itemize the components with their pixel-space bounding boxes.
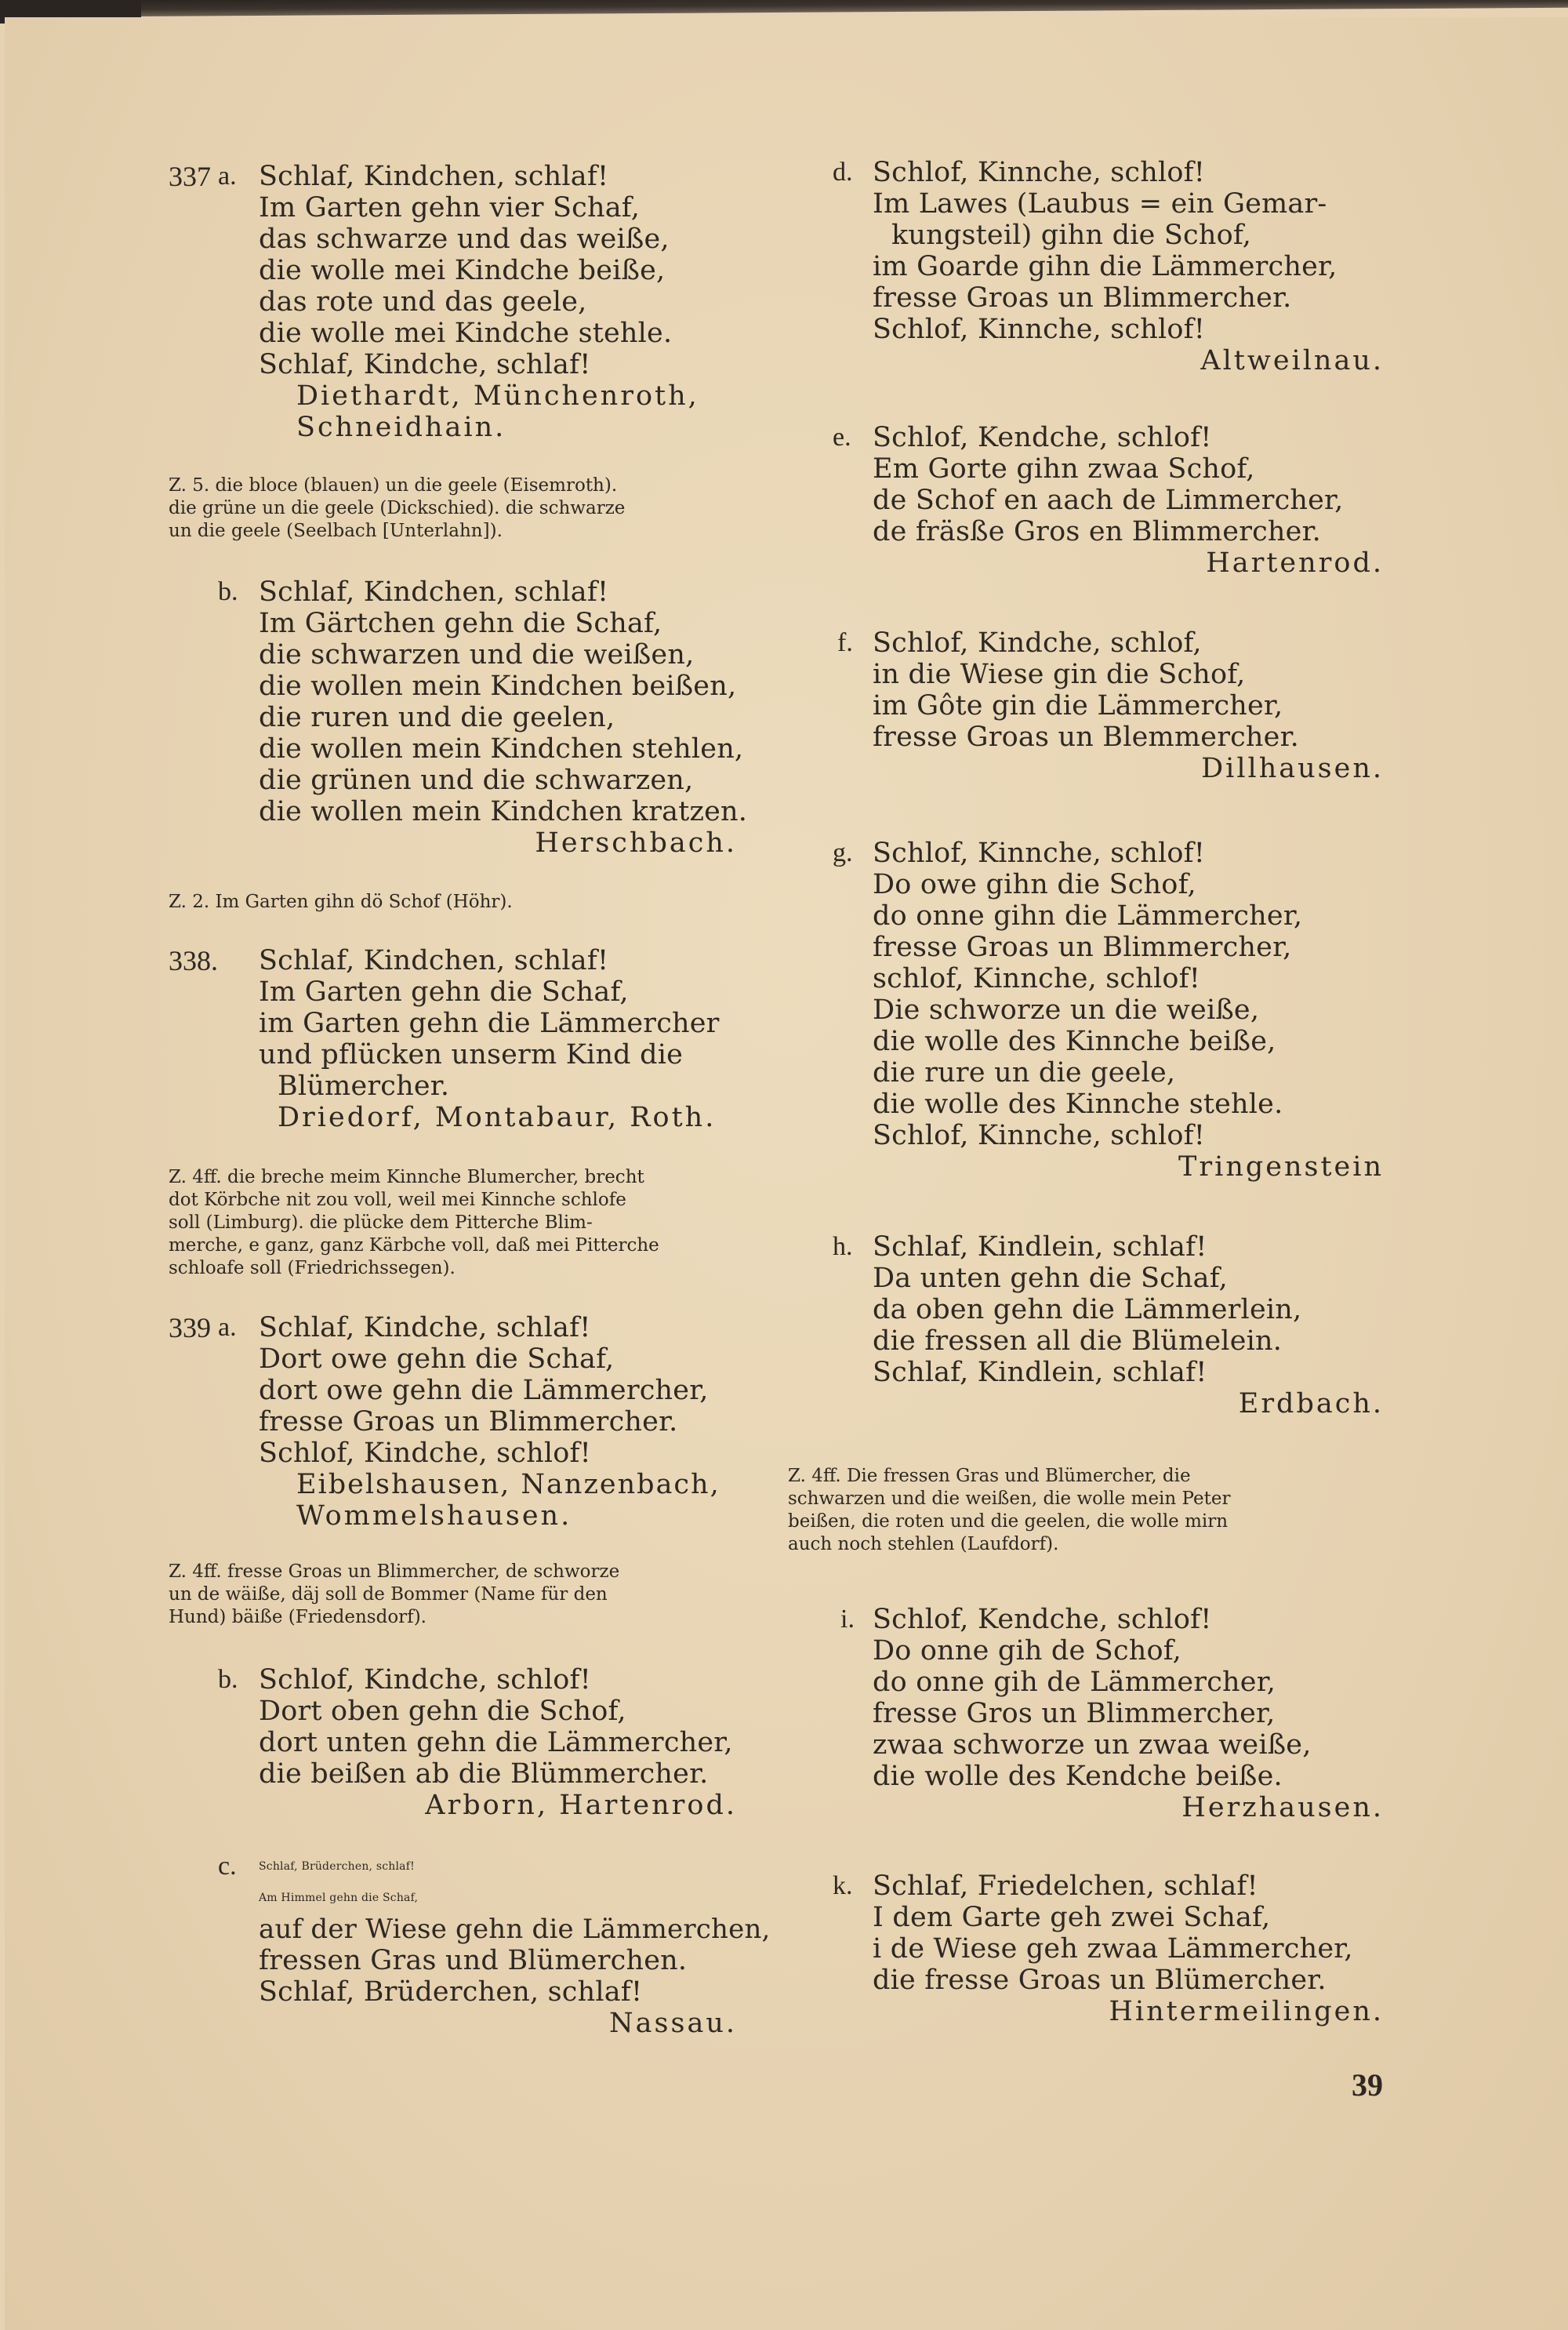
- verse-line: fresse Groas un Blemmercher.: [873, 722, 1299, 753]
- verse-line: de Schof en aach de Limmercher,: [873, 485, 1344, 516]
- verse-line: die wolle mei Kindche stehle.: [259, 318, 673, 349]
- footnote-line: beißen, die roten und die geelen, die wolle mirn: [788, 1511, 1229, 1532]
- verse: [259, 1851, 771, 2008]
- place-name: Dillhausen.: [1201, 753, 1384, 784]
- footnote-line: un die geele (Seelbach [Unterlahn]).: [169, 521, 503, 541]
- verse-line: Schlaf, Brüderchen, schlaf!: [259, 1860, 415, 1873]
- verse-line: do onne gih de Lämmercher,: [873, 1667, 1276, 1698]
- verse-line: Schlof, Kinnche, schlof!: [873, 1120, 1206, 1151]
- verse-line: schlof, Kinnche, schlof!: [873, 963, 1201, 994]
- verse-line: do onne gihn die Lämmercher,: [873, 900, 1303, 932]
- verse-line: fresse Groas un Blimmercher.: [873, 282, 1292, 314]
- footnote-line: Z. 4ff. fresse Groas un Blimmercher, de schworze: [169, 1561, 620, 1582]
- verse: [873, 422, 1343, 547]
- verse-line: Schlof, Kinnche, schlof!: [873, 157, 1206, 188]
- place-name: Eibelshausen, Nanzenbach,: [296, 1469, 720, 1500]
- verse-line: die ruren und die geelen,: [259, 702, 615, 733]
- verse-line: die wollen mein Kindchen stehlen,: [259, 733, 744, 765]
- verse-line: i de Wiese geh zwaa Lämmercher,: [873, 1933, 1353, 1965]
- verse: [259, 1312, 720, 1532]
- verse-line: Schlaf, Kindchen, schlaf!: [259, 945, 609, 976]
- footnote-line: merche, e ganz, ganz Kärbche voll, daß mei Pitterche: [169, 1235, 659, 1256]
- verse-line: und pflücken unserm Kind die: [259, 1039, 684, 1070]
- verse-line: zwaa schworze un zwaa weiße,: [873, 1729, 1312, 1761]
- verse-line: Schlof, Kinnche, schlof!: [873, 314, 1206, 345]
- verse-line: Schlof, Kindche, schlof!: [259, 1438, 591, 1469]
- verse-line: im Goarde gihn die Lämmercher,: [873, 251, 1338, 282]
- verse-line: Schlof, Kindche, schlof!: [259, 1664, 591, 1696]
- verse-line: Im Garten gehn vier Schaf,: [259, 192, 641, 224]
- book-edge: [0, 0, 1568, 17]
- verse-line: das schwarze und das weiße,: [259, 224, 670, 255]
- footnote-line: Z. 4ff. die breche meim Kinnche Blumercher, brecht: [169, 1167, 644, 1187]
- place-name: Wommelshausen.: [296, 1500, 572, 1532]
- verse: [873, 627, 1299, 753]
- place-name: Tringenstein: [1178, 1151, 1384, 1183]
- verse-line: Blümercher.: [278, 1070, 450, 1102]
- verse-line: die wolle des Kinnche beiße,: [873, 1026, 1276, 1057]
- place-name: Driedorf, Montabaur, Roth.: [278, 1102, 717, 1133]
- place-name: Altweilnau.: [1200, 345, 1384, 376]
- verse-line: Schlof, Kindche, schlof,: [873, 627, 1202, 659]
- verse-line: kungsteil) gihn die Schof,: [891, 220, 1252, 251]
- verse: [873, 1870, 1353, 1996]
- variant-letter: b.: [218, 577, 238, 606]
- song-number: 337: [169, 161, 211, 192]
- verse: [873, 1231, 1301, 1388]
- verse-line: fresse Groas un Blimmercher,: [873, 932, 1292, 963]
- footnote-line: die grüne un die geele (Dickschied). die schwarze: [169, 498, 626, 518]
- verse-line: im Gôte gin die Lämmercher,: [873, 690, 1283, 722]
- verse-line: de fräsße Gros en Blimmercher.: [873, 516, 1321, 547]
- footnote-line: schloafe soll (Friedrichssegen).: [169, 1258, 456, 1278]
- verse-line: Die schworze un die weiße,: [873, 994, 1260, 1026]
- place-name: Hartenrod.: [1206, 547, 1384, 579]
- variant-letter: i.: [840, 1605, 855, 1634]
- verse-line: die wolle mei Kindche beiße,: [259, 255, 666, 286]
- footnote-line: Z. 4ff. Die fressen Gras und Blümercher, die: [788, 1466, 1191, 1486]
- place-name: Arborn, Hartenrod.: [425, 1790, 737, 1821]
- verse-line: die wollen mein Kindchen beißen,: [259, 671, 737, 702]
- verse-line: das rote und das geele,: [259, 286, 587, 318]
- song-number: 339: [169, 1312, 211, 1343]
- place-name: Diethardt, Münchenroth,: [296, 380, 699, 412]
- place-name: Herschbach.: [535, 827, 737, 859]
- verse-line: die grünen und die schwarzen,: [259, 765, 694, 796]
- verse-line: die wollen mein Kindchen kratzen.: [259, 796, 748, 827]
- verse-line: Da unten gehn die Schaf,: [873, 1263, 1228, 1294]
- verse-line: auf der Wiese gehn die Lämmerchen,: [259, 1914, 771, 1945]
- verse-line: Dort oben gehn die Schof,: [259, 1696, 626, 1727]
- song-number: 338.: [169, 945, 218, 976]
- verse-line: Schlaf, Kindche, schlaf!: [259, 1312, 591, 1343]
- verse-line: Schlaf, Kindlein, schlaf!: [873, 1357, 1207, 1388]
- verse-line: dort owe gehn die Lämmercher,: [259, 1375, 709, 1406]
- footnote-line: dot Körbche nit zou voll, weil mei Kinnche schlofe: [169, 1190, 626, 1210]
- variant-letter: g.: [833, 838, 853, 867]
- place-name: Schneidhain.: [296, 412, 506, 443]
- verse-line: die fresse Groas un Blümercher.: [873, 1965, 1327, 1996]
- variant-letter: f.: [837, 628, 853, 657]
- verse-line: in die Wiese gin die Schof,: [873, 659, 1246, 690]
- footnote-line: auch noch stehlen (Laufdorf).: [788, 1534, 1059, 1554]
- footnote: [788, 1465, 1364, 1556]
- place-name: Nassau.: [609, 2008, 737, 2039]
- footnote: [169, 1166, 749, 1280]
- verse-line: die wolle des Kinnche stehle.: [873, 1089, 1283, 1120]
- verse-line: Schlof, Kinnche, schlof!: [873, 838, 1206, 869]
- verse-line: Im Lawes (Laubus = ein Gemar-: [873, 188, 1327, 220]
- verse-line: Schlof, Kendche, schlof!: [873, 422, 1212, 453]
- variant-letter: b.: [218, 1665, 238, 1694]
- verse: [259, 161, 699, 443]
- verse-line: Im Gärtchen gehn die Schaf,: [259, 608, 662, 639]
- footnote: [169, 891, 749, 914]
- verse-line: Schlaf, Friedelchen, schlaf!: [873, 1870, 1258, 1902]
- verse-line: Im Garten gehn die Schaf,: [259, 976, 629, 1008]
- verse-line: Do onne gih de Schof,: [873, 1635, 1181, 1667]
- footnote-line: soll (Limburg). die plücke dem Pitterche Blim-: [169, 1212, 593, 1233]
- verse-line: Schlaf, Kindchen, schlaf!: [259, 161, 609, 192]
- verse: [259, 945, 720, 1133]
- verse-line: die schwarzen und die weißen,: [259, 639, 695, 671]
- place-name: Hintermeilingen.: [1109, 1996, 1384, 2027]
- verse-line: Schlaf, Brüderchen, schlaf!: [259, 1976, 643, 2008]
- verse-line: die rure un die geele,: [873, 1057, 1176, 1089]
- footnote-line: Hund) bäiße (Friedensdorf).: [169, 1607, 426, 1627]
- verse-line: Em Gorte gihn zwaa Schof,: [873, 453, 1255, 485]
- variant-letter: e.: [833, 423, 851, 452]
- variant-letter: c.: [218, 1852, 237, 1881]
- verse-line: dort unten gehn die Lämmercher,: [259, 1727, 733, 1758]
- place-name: Erdbach.: [1238, 1388, 1384, 1419]
- verse-line: Schlaf, Kindche, schlaf!: [259, 349, 591, 380]
- place-name: Herzhausen.: [1181, 1792, 1384, 1823]
- footnote: [169, 1561, 749, 1629]
- verse-line: Am Himmel gehn die Schaf,: [259, 1892, 419, 1904]
- verse-line: Schlaf, Kindlein, schlaf!: [873, 1231, 1207, 1263]
- footnote-line: un de wäiße, däj soll de Bommer (Name für den: [169, 1584, 608, 1605]
- variant-letter: a.: [218, 1313, 237, 1342]
- variant-letter: k.: [833, 1871, 853, 1900]
- variant-letter: d.: [833, 158, 853, 187]
- verse-line: Dort owe gehn die Schaf,: [259, 1343, 615, 1375]
- verse-line: die beißen ab die Blümmercher.: [259, 1758, 709, 1790]
- verse-line: fresse Groas un Blimmercher.: [259, 1406, 678, 1438]
- footnote-line: Z. 5. die bloce (blauen) un die geele (Eisemroth).: [169, 475, 618, 496]
- variant-letter: h.: [833, 1232, 853, 1261]
- verse: [873, 157, 1337, 345]
- verse-line: die wolle des Kendche beiße.: [873, 1761, 1283, 1792]
- verse-line: Do owe gihn die Schof,: [873, 869, 1196, 900]
- verse-line: fressen Gras und Blümerchen.: [259, 1945, 688, 1976]
- verse: [873, 1604, 1312, 1792]
- verse-line: die fressen all die Blümelein.: [873, 1325, 1283, 1357]
- verse-line: fresse Gros un Blimmercher,: [873, 1698, 1276, 1729]
- footnote-line: Z. 2. Im Garten gihn dö Schof (Höhr).: [169, 892, 513, 912]
- page-number: 39: [1352, 2067, 1383, 2103]
- verse: [873, 838, 1302, 1151]
- footnote: [169, 474, 749, 543]
- verse-line: Schlaf, Kindchen, schlaf!: [259, 576, 609, 608]
- variant-letter: a.: [218, 162, 237, 191]
- verse: [259, 1664, 733, 1790]
- footnote-line: schwarzen und die weißen, die wolle mein Peter: [788, 1489, 1231, 1509]
- verse-line: I dem Garte geh zwei Schaf,: [873, 1902, 1271, 1933]
- verse-line: da oben gehn die Lämmerlein,: [873, 1294, 1302, 1325]
- verse-line: im Garten gehn die Lämmercher: [259, 1008, 720, 1039]
- verse: [259, 576, 747, 827]
- verse-line: Schlof, Kendche, schlof!: [873, 1604, 1212, 1635]
